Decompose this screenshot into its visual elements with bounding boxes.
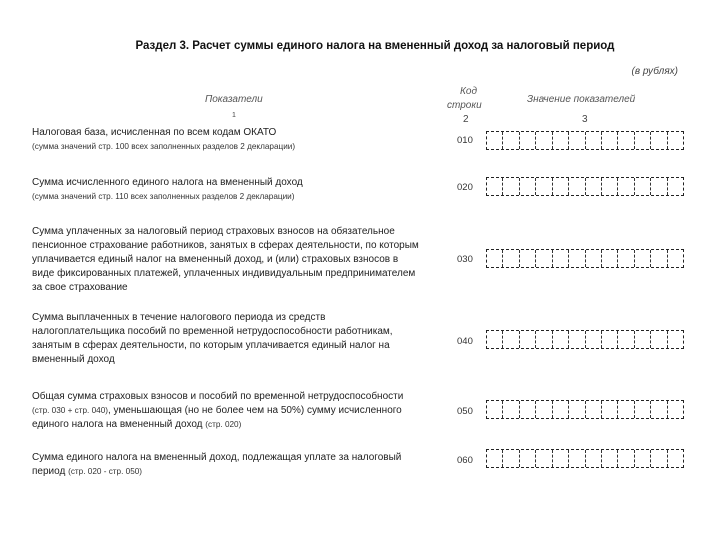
page-title: Раздел 3. Расчет суммы единого налога на вмененный доход за налоговый период — [135, 40, 615, 52]
column-number-2: 2 — [463, 114, 469, 125]
row-010-label: Налоговая база, исчисленная по всем кодам ОКАТО (сумма значений стр. 100 всех заполненных разделов 2 декларации) — [32, 127, 296, 151]
row-030-label: Сумма уплаченных за налоговый период страховых взносов на обязательное пенсионное страхование работников, занятых в сферах деятельности, по которым уплачивается единый налог на вмененный доход, и (или) страховых взносов в виде фиксированных платежей, уплаченных индивидуальным предпринимателем за свое страхование — [32, 226, 419, 293]
row-060-label: Сумма единого налога на вмененный доход, подлежащая уплате за налоговый период (стр. 020 - стр. 050) — [32, 452, 402, 477]
header-values: Значение показателей — [527, 94, 636, 105]
row-050-label: Общая сумма страховых взносов и пособий по временной нетрудоспособности (стр. 030 + стр. 040), уменьшающая (но не более чем на 50%) сумму исчисленного единого налога на вмененный доход (стр. 020) — [32, 391, 404, 430]
row-040-code: 040 — [457, 336, 473, 347]
row-040-value-field[interactable] — [486, 330, 684, 349]
row-030-value-field[interactable] — [486, 249, 684, 268]
row-050-code: 050 — [457, 406, 473, 417]
row-060-code: 060 — [457, 455, 473, 466]
row-040-label: Сумма выплаченных в течение налогового периода из средств налогоплательщика пособий по временной нетрудоспособности работникам, занятым в сферах деятельности, по которым уплачивается единый налог на вмененный доход — [32, 312, 393, 365]
units-label: (в рублях) — [631, 66, 678, 77]
row-030-code: 030 — [457, 254, 473, 265]
header-indicators: Показатели — [205, 94, 263, 105]
row-060-value-field[interactable] — [486, 449, 684, 468]
column-number-3: 3 — [582, 114, 588, 125]
row-020-label: Сумма исчисленного единого налога на вмененный доход (сумма значений стр. 110 всех заполненных разделов 2 декларации) — [32, 177, 303, 201]
row-010-code: 010 — [457, 135, 473, 146]
column-number-1: 1 — [232, 112, 236, 119]
header-code-line1: Код — [460, 86, 477, 97]
row-020-code: 020 — [457, 182, 473, 193]
row-050-value-field[interactable] — [486, 400, 684, 419]
row-010-value-field[interactable] — [486, 131, 684, 150]
row-020-value-field[interactable] — [486, 177, 684, 196]
header-code-line2: строки — [447, 100, 482, 111]
